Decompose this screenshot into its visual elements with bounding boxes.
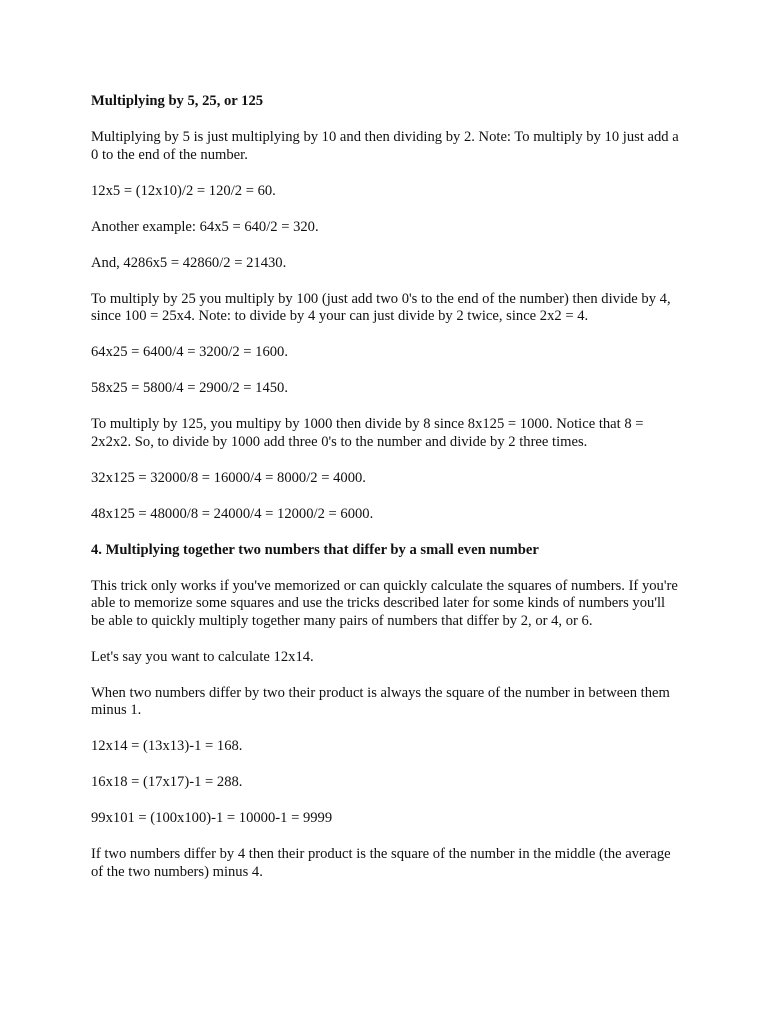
paragraph: To multiply by 125, you multipy by 1000 then divide by 8 since 8x125 = 1000. Notice that 8 = 2x2x2. So, to divide by 1000 add three 0's to the number and divide by 2 three times. [91,416,644,450]
example-line: 16x18 = (17x17)-1 = 288. [91,774,243,790]
paragraph: Let's say you want to calculate 12x14. [91,648,314,665]
paragraph: If two numbers differ by 4 then their product is the square of the number in the middle (the average of the two numbers) minus 4. [91,846,671,880]
section-heading-multiplying-by-5-25-125: Multiplying by 5, 25, or 125 [91,93,264,109]
paragraph: To multiply by 25 you multiply by 100 (just add two 0's to the end of the number) then divide by 4, since 100 = 25x4. Note: to divide by 4 your can just divide by 2 twice, since 2x2 = 4. [91,290,671,324]
example-line: 64x25 = 6400/4 = 3200/2 = 1600. [91,344,288,360]
example-line: And, 4286x5 = 42860/2 = 21430. [91,254,287,271]
example-line: 48x125 = 48000/8 = 24000/4 = 12000/2 = 6000. [91,505,374,522]
example-line: Another example: 64x5 = 640/2 = 320. [91,218,319,235]
example-line: 58x25 = 5800/4 = 2900/2 = 1450. [91,380,288,396]
example-line: 32x125 = 32000/8 = 16000/4 = 8000/2 = 4000. [91,469,366,486]
paragraph: Multiplying by 5 is just multiplying by 10 and then dividing by 2. Note: To multiply by 10 just add a 0 to the end of the number. [91,129,679,163]
paragraph: When two numbers differ by two their product is always the square of the number in between them minus 1. [91,684,670,718]
example-line: 12x5 = (12x10)/2 = 120/2 = 60. [91,182,276,199]
document-body [91,93,681,900]
section-heading-differ-by-small-even-number: 4. Multiplying together two numbers that differ by a small even number [91,541,539,558]
paragraph: This trick only works if you've memorized or can quickly calculate the squares of numbers. If you're able to memorize some squares and use the tricks described later for some kinds of numbers you'll be able to quickly multiply together many pairs of numbers that differ by 2, or 4, or 6. [91,577,678,629]
example-line: 99x101 = (100x100)-1 = 10000-1 = 9999 [91,810,333,826]
example-line: 12x14 = (13x13)-1 = 168. [91,738,243,754]
